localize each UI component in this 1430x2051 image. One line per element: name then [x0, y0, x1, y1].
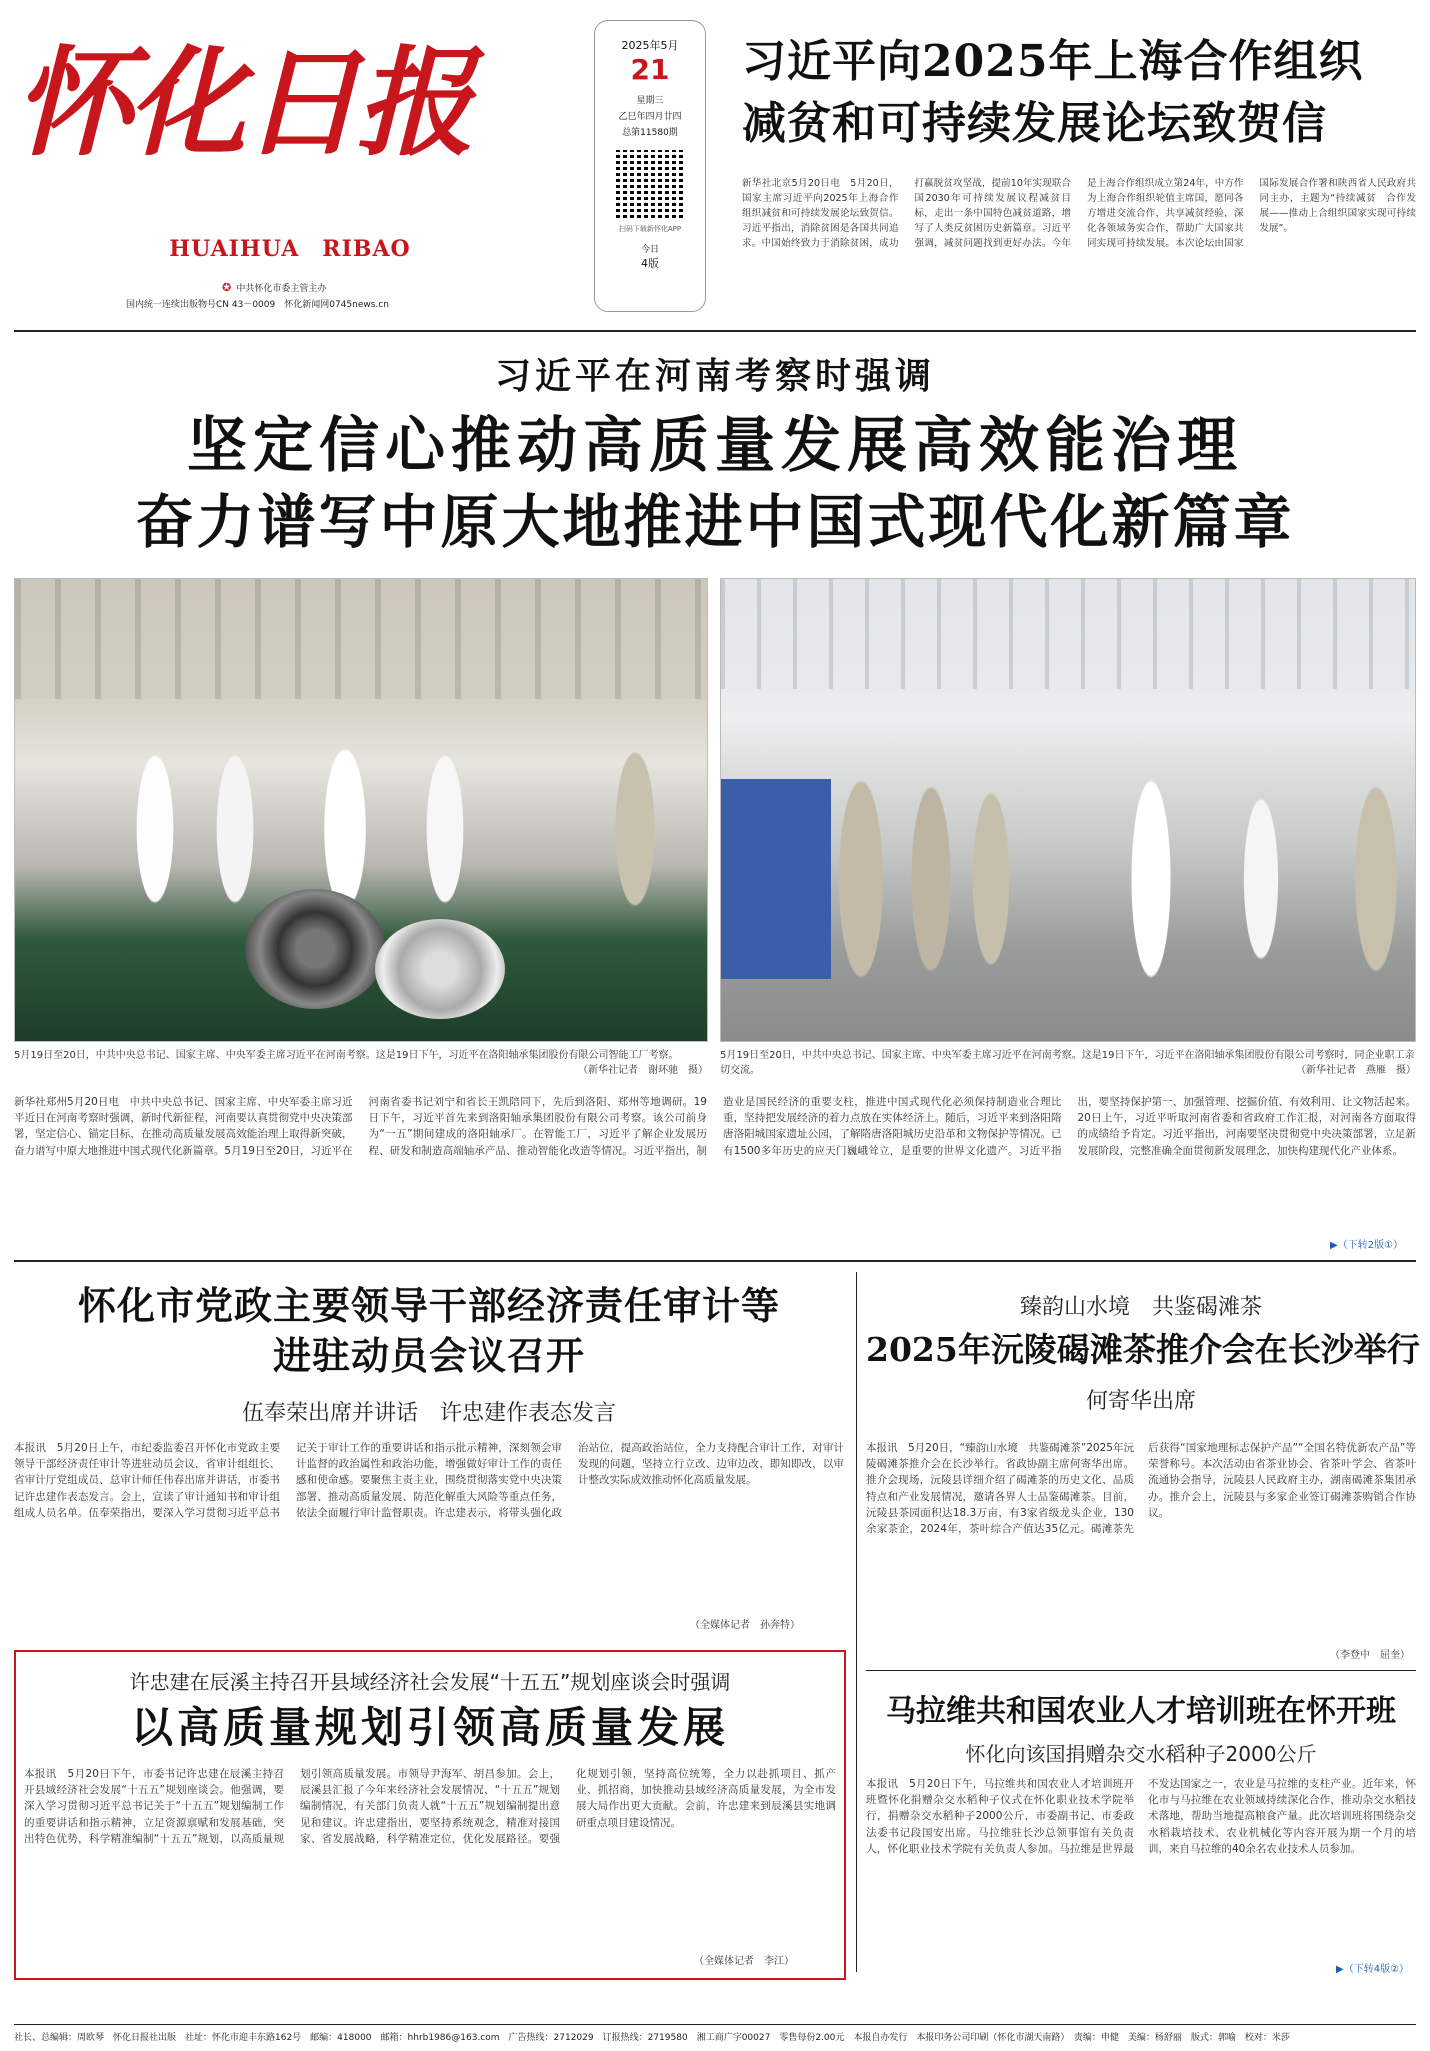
- section-divider: [14, 1260, 1416, 1262]
- factory-ceiling: [721, 579, 1415, 689]
- audit-headline-line2: 进驻动员会议召开: [272, 1333, 585, 1378]
- tea-kicker: 臻韵山水境 共鉴碣滩茶: [1019, 1295, 1262, 1320]
- photo-credit-left: （新华社记者 谢环驰 摄）: [578, 1065, 708, 1076]
- blue-machine: [721, 779, 831, 979]
- arrow-right-icon: ▶: [1330, 1240, 1338, 1251]
- publisher-text: 中共怀化市委主管主办: [236, 284, 327, 294]
- caption-left: 5月19日至20日，中共中央总书记、国家主席、中央军委主席习近平在河南考察。这是19日下午，习近平在洛阳轴承集团股份有限公司智能工厂考察。 （新华社记者 谢环驰 摄）: [14, 1050, 708, 1076]
- main-headline-line1: 坚定信心推动高质量发展高效能治理: [187, 411, 1243, 481]
- lead-headline-line1: 习近平向2025年上海合作组织: [742, 36, 1364, 87]
- date-year-month: 2025年5月: [621, 39, 679, 52]
- main-headline-line2: 奋力谱写中原大地推进中国式现代化新篇章: [135, 488, 1295, 556]
- audit-headline-line1: 怀化市党政主要领导干部经济责任审计等: [77, 1283, 780, 1328]
- photo-factory-inspection[interactable]: [14, 578, 708, 1042]
- malawi-subhead: 怀化向该国捐赠杂交水稻种子2000公斤: [965, 1742, 1317, 1766]
- qr-code[interactable]: [616, 150, 684, 218]
- bearing-cylinder-2: [375, 919, 505, 1019]
- date-day: 21: [630, 53, 670, 86]
- main-continued-link[interactable]: ▶（下转2版①）: [1330, 1240, 1404, 1251]
- date-lunar: 乙巳年四月廿四: [618, 112, 682, 122]
- plan-kicker: 许忠建在辰溪主持召开县域经济社会发展“十五五”规划座谈会时强调: [129, 1670, 731, 1694]
- malawi-headline: 马拉维共和国农业人才培训班在怀开班: [886, 1694, 1396, 1729]
- worker-group: [821, 709, 1411, 1039]
- party-emblem-icon: ✪: [222, 281, 232, 294]
- pages-count: 4版: [641, 257, 659, 270]
- bearing-cylinder: [245, 889, 385, 1009]
- masthead-logo: [14, 28, 471, 178]
- main-story-body: 新华社郑州5月20日电 中共中央总书记、国家主席、中央军委主席习近平近日在河南考察时强调，新时代新征程，河南要认真贯彻党中央决策部署，坚定信心、锚定目标，在推动高质量发展高效能治理上取得新突破，奋力谱写中原大地推进中国式现代化新篇章。5月19日至20日，习近平在河南省委书记刘宁和省长王凯陪同下，先后到洛阳、郑州等地调研。19日下午，习近平首先来到洛阳轴承集团股份有限公司考察。该公司前身为“一五”期间建成的洛阳轴承厂。在智能工厂，习近平了解企业发展历程、研发和制造高端轴承产品、推动智能化改造等情况。习近平指出，制造业是国民经济的重要支柱，推进中国式现代化必须保持制造业合理比重，坚持把发展经济的着力点放在实体经济上。随后，习近平来到洛阳隋唐洛阳城国家遗址公园，了解隋唐洛阳城历史沿革和文物保护等情况。已有1500多年历史的应天门巍峨耸立，是重要的世界文化遗产。习近平指出，要坚持保护第一、加强管理、挖掘价值、有效利用、让文物活起来。20日上午，习近平听取河南省委和省政府工作汇报，对河南各方面取得的成绩给予肯定。习近平指出，河南要坚决贯彻党中央决策部署，立足新发展阶段，完整准确全面贯彻新发展理念，加快构建现代化产业体系。: [14, 1096, 1416, 1157]
- main-kicker: 习近平在河南考察时强调: [494, 355, 935, 397]
- date-weekday: 星期三: [636, 96, 664, 106]
- malawi-continued-link[interactable]: ▶（下转4版②）: [1336, 1964, 1410, 1975]
- issue-number: 总第11580期: [622, 128, 678, 138]
- caption-right: 5月19日至20日，中共中央总书记、国家主席、中央军委主席习近平在河南考察。这是19日下午，习近平在洛阳轴承集团股份有限公司考察时，同企业职工亲切交流。 （新华社记者 燕雁 摄）: [720, 1050, 1416, 1076]
- plan-body: 本报讯 5月20日下午，市委书记许忠建在辰溪主持召开县域经济社会发展“十五五”规划座谈会。他强调，要深入学习贯彻习近平总书记关于“十五五”规划编制工作的重要讲话和指示精神，立足资源禀赋和发展基础，突出特色优势，科学精准编制“十五五”规划，以高质量规划引领高质量发展。市领导尹海军、胡昌参加。会上，辰溪县汇报了今年来经济社会发展情况、“十五五”规划编制情况，有关部门负责人就“十五五”规划编制提出意见和建议。许忠建指出，要坚持系统观念，精准对接国家、省发展战略，科学精准定位，优化发展路径。要强化规划引领，坚持高位统筹，全力以赴抓项目、抓产业、抓招商，加快推动县域经济高质量发展，为全市发展大局作出更大贡献。会前，许忠建来到辰溪县实地调研重点项目建设情况。: [24, 1768, 836, 1845]
- tea-subhead: 何寄华出席: [1085, 1389, 1196, 1414]
- people-group: [115, 719, 675, 919]
- date-box: [594, 20, 706, 312]
- lead-story-body: 新华社北京5月20日电 5月20日，国家主席习近平向2025年上海合作组织减贫和可持续发展论坛致贺信。习近平指出，消除贫困是各国共同追求。中国始终致力于消除贫困，成功打赢脱贫攻坚战，提前10年实现联合国2030年可持续发展议程减贫目标，走出一条中国特色减贫道路，增写了人类反贫困历史新篇章。习近平强调，减贫问题找到更好办法。今年是上海合作组织成立第24年，中方作为上海合作组织轮值主席国，愿同各方增进交流合作，共享减贫经验，深化各领域务实合作，帮助广大国家共同实现可持续发展。本次论坛由国家国际发展合作署和陕西省人民政府共同主办，主题为“持续减贫 合作发展——推动上合组织国家实现可持续发展”。: [742, 178, 1416, 249]
- logo-pinyin: HUAIHUA RIBAO: [169, 236, 411, 262]
- footer-imprint: 社长、总编辑：周欧琴 怀化日报社出版 社址：怀化市迎丰东路162号 邮编：418000 邮箱：hhrb1986@163.com 广告热线：2712029 订报热线：2719580 湘工商广字00027 零售每份2.00元 本报自办发行 本报印务公司印刷（怀化市湖天南路） 责编：申健 美编：杨舒丽 版式：郭喻 校对：米莎: [14, 2033, 1290, 2043]
- logo-text: 怀化日报: [14, 33, 471, 172]
- column-divider: [856, 1272, 857, 1972]
- tea-body: 本报讯 5月20日，“臻韵山水境 共鉴碣滩茶”2025年沅陵碣滩茶推介会在长沙举行。省政协副主席何寄华出席。推介会现场，沅陵县详细介绍了碣滩茶的历史文化、品质特点和产业发展情况，邀请各界人士品鉴碣滩茶。目前，沅陵县茶园面积达18.3万亩，有3家省级龙头企业，130余家茶企，2024年，茶叶综合产值达35亿元。碣滩茶先后获得“国家地理标志保护产品”“全国名特优新农产品”等荣誉称号。本次活动由省茶业协会、省茶叶学会、省茶叶流通协会指导，沅陵县人民政府主办，湖南碣滩茶集团承办。推介会上，沅陵县与多家企业签订碣滩茶购销合作协议。: [866, 1442, 1416, 1536]
- tea-headline: 2025年沅陵碣滩茶推介会在长沙举行: [866, 1330, 1420, 1369]
- audit-subhead: 伍奉荣出席并讲话 许忠建作表态发言: [241, 1401, 616, 1426]
- footer-divider: [14, 2024, 1416, 2025]
- cn-number: 国内统一连续出版物号CN 43－0009 怀化新闻网0745news.cn: [126, 300, 389, 310]
- arrow-right-icon: ▶: [1336, 1964, 1344, 1975]
- audit-body: 本报讯 5月20日上午，市纪委监委召开怀化市党政主要领导干部经济责任审计等进驻动员会议，省审计组组长、省审计厅党组成员、总审计师任伟春出席并讲话，市委书记许忠建作表态发言。会上，宣读了审计通知书和审计组组成人员名单。伍奉荣指出，要深入学习贯彻习近平总书记关于审计工作的重要讲话和指示批示精神，深刻领会审计监督的政治属性和政治功能，增强做好审计工作的责任感和使命感。要聚焦主责主业，围绕贯彻落实党中央决策部署、推动高质量发展、防范化解重大风险等重点任务，依法全面履行审计监督职责。许忠建表示，将带头强化政治站位，提高政治站位，全力支持配合审计工作，对审计发现的问题，坚持立行立改、边审边改、即知即改，以审计整改实际成效推动怀化高质量发展。: [14, 1442, 844, 1519]
- photo-worker-exchange[interactable]: [720, 578, 1416, 1042]
- malawi-body: 本报讯 5月20日下午，马拉维共和国农业人才培训班开班暨怀化捐赠杂交水稻种子仪式在怀化职业技术学院举行，捐赠杂交水稻种子2000公斤，市委副书记、市委政法委书记段国安出席。马拉维驻长沙总领事馆有关负责人，怀化职业技术学院有关负责人参加。马拉维是世界最不发达国家之一，农业是马拉维的支柱产业。近年来，怀化市与马拉维在农业领域持续深化合作，推动杂交水稻技术落地，帮助当地提高粮食产量。此次培训班将围绕杂交水稻栽培技术、农业机械化等内容开展为期一个月的培训，来自马拉维的40余名农业技术人员参加。: [866, 1778, 1416, 1855]
- factory-roof: [15, 579, 707, 699]
- publisher-line: [222, 276, 422, 292]
- masthead-divider: [14, 330, 1416, 332]
- photo-credit-right: （新华社记者 燕雁 摄）: [1296, 1065, 1416, 1076]
- right-divider: [866, 1670, 1416, 1671]
- plan-credit: （全媒体记者 李江）: [694, 1956, 794, 1967]
- lead-headline-line2: 减贫和可持续发展论坛致贺信: [742, 98, 1327, 149]
- qr-caption: 扫码下载新怀化APP: [618, 225, 682, 233]
- plan-headline: 以高质量规划引领高质量发展: [130, 1703, 729, 1752]
- pages-label: 今日: [640, 245, 659, 255]
- audit-credit: （全媒体记者 孙奔特）: [690, 1620, 800, 1631]
- tea-credit: （李登中 屈奎）: [1330, 1650, 1410, 1661]
